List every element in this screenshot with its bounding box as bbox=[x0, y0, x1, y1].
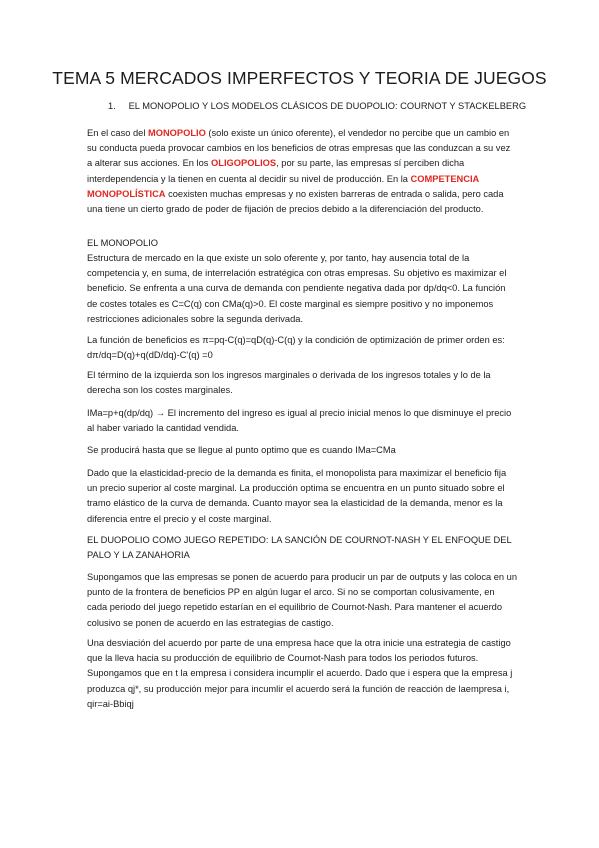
monopolio-paragraph-6: Dado que la elasticidad-precio de la demanda es finita, el monopolista para maximizar el beneficio fija un precio superior al coste marginal. La producción optima se encuentra en un punto situado sobre el tramo elástico de la curva de demanda. Cuanto mayor sea la elasticidad de la demanda, menor es la diferencia entre el precio y el coste marginal. bbox=[87, 468, 507, 524]
monopolio-paragraph-2: La función de beneficios es π=pq-C(q)=qD(q)-C(q) y la condición de optimización de primer orden es: dπ/dq=D(q)+q(dD/dq)-C'(q) =0 bbox=[87, 335, 505, 361]
section-heading bbox=[108, 101, 526, 111]
intro-text: , por su parte, las empresas sí perciben dicha interdependencia y la tienen en cuenta al decidir su nivel de producción. En la bbox=[87, 158, 465, 184]
document-title: TEMA 5 MERCADOS IMPERFECTOS Y TEORIA DE JUEGOS bbox=[52, 68, 547, 88]
duopolio-paragraph-1: Supongamos que las empresas se ponen de acuerdo para producir un par de outputs y las coloca en un punto de la frontera de beneficios PP en algún lugar el arco. Si no se comportan colusivamente, en cada periodo del juego repetido estarían en el equilibrio de Cournot-Nash. Para mantener el acuerdo colusivo se ponen de acuerdo en las estrategias de castigo. bbox=[87, 572, 518, 628]
duopolio-heading: EL DUOPOLIO COMO JUEGO REPETIDO: LA SANCIÓN DE COURNOT-NASH Y EL ENFOQUE DEL PALO Y LA ZANAHORIA bbox=[87, 535, 512, 561]
duopolio-paragraph-2: Una desviación del acuerdo por parte de una empresa hace que la otra inicie una estrategia de castigo que la lleva hacia su producción de equilibrio de Cournot-Nash para todos los periodos futuros. Supongamos que en t la empresa i considera incumplir el acuerdo. Dado que i espera que la empresa j produzca qj*, su producción mejor para incumlir el acuerdo será la función de reacción de laempresa i, qir=ai-Bbiqj bbox=[87, 638, 513, 709]
monopolio-paragraph-1: Estructura de mercado en la que existe un solo oferente y, por tanto, hay ausencia total de la competencia y, en suma, de interrelación estratégica con otras empresas. Su objetivo es maximizar el beneficio. Se enfrenta a una curva de demanda con pendiente negativa dada por dp/dq<0. La función de costes totales es C=C(q) con CMa(q)>0. El coste marginal es siempre positivo y no imponemos restricciones adicionales sobre la segunda derivada. bbox=[87, 253, 507, 324]
section-title: EL MONOPOLIO Y LOS MODELOS CLÁSICOS DE DUOPOLIO: COURNOT Y STACKELBERG bbox=[128, 101, 527, 111]
section-number: 1. bbox=[108, 101, 116, 111]
monopolio-paragraph-5: Se producirá hasta que se llegue al punto optimo que es cuando IMa=CMa bbox=[87, 445, 396, 455]
intro-text: En el caso del bbox=[87, 128, 148, 138]
intro-paragraph bbox=[87, 126, 517, 217]
intro-text: coexisten muchas empresas y no existen barreras de entrada o salida, pero cada una tiene un cierto grado de poder de fijación de precios debido a la diferenciación del producto. bbox=[87, 188, 504, 215]
monopolio-paragraph-4: IMa=p+q(dp/dq) → El incremento del ingreso es igual al precio inicial menos lo que disminuye el precio al haber variado la cantidad vendida. bbox=[87, 408, 512, 434]
monopolio-paragraph-3: El término de la izquierda son los ingresos marginales o derivada de los ingresos totales y lo de la derecha son los costes marginales. bbox=[87, 370, 491, 396]
highlight-competencia: COMPETENCIA MONOPOLÍSTICA bbox=[87, 173, 479, 199]
highlight-oligopolios: OLIGOPOLIOS bbox=[211, 158, 277, 169]
intro-text: (solo existe un único oferente), el vendedor no percibe que un cambio en su conducta pueda provocar cambios en los beneficios de otras empresas que las conduzcan a su vez a alterar sus acciones. En los bbox=[87, 128, 511, 169]
monopolio-heading: EL MONOPOLIO bbox=[87, 238, 158, 248]
highlight-monopolio: MONOPOLIO bbox=[147, 128, 206, 138]
